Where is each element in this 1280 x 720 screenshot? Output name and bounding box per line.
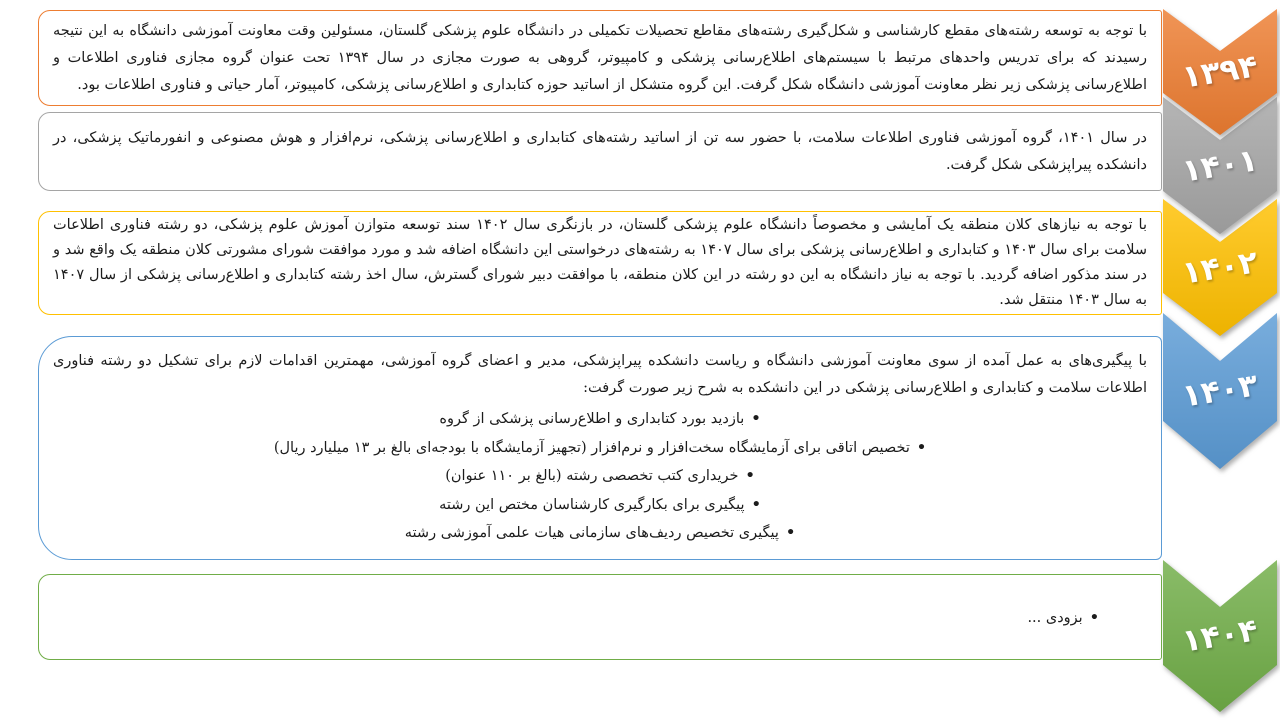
year-label-1403: ۱۴۰۳ [1179, 367, 1261, 415]
timeline-text-1401: در سال ۱۴۰۱، گروه آموزشی فناوری اطلاعات سلامت، با حضور سه تن از اساتید رشته‌های کتابداری و اطلاع‌رسانی پزشکی، نرم‌افزار و هوش مصنوعی و انفورماتیک پزشکی، در دانشکده پیراپزشکی شکل گرفت. [53, 129, 1147, 173]
bullet-text: پیگیری تخصیص ردیف‌های سازمانی هیات علمی آموزشی رشته [404, 525, 779, 542]
bullet-marker: • [785, 525, 796, 542]
bullet-item [53, 434, 1147, 463]
timeline-box-1401 [38, 112, 1162, 191]
bullet-item [53, 519, 1147, 548]
bullet-item [53, 491, 1147, 520]
bullet-marker: • [745, 468, 755, 485]
bullet-item [53, 405, 1147, 434]
year-label-1394: ۱۳۹۴ [1179, 48, 1261, 96]
bullet-text: تخصیص اتاقی برای آزمایشگاه سخت‌افزار و نرم‌افزار (تجهیز آزمایشگاه با بودجه‌ای بالغ بر ۱۳ میلیارد ریال) [273, 439, 910, 456]
bullet-item [53, 604, 1147, 633]
bullet-text: بازدید بورد کتابداری و اطلاع‌رسانی پزشکی از گروه [439, 411, 745, 428]
bullet-marker: • [751, 496, 761, 513]
bullet-marker: • [751, 411, 761, 428]
year-label-1404: ۱۴۰۴ [1179, 612, 1261, 660]
year-arrow-1404 [1163, 560, 1277, 712]
timeline-bullets-1404 [53, 604, 1147, 633]
year-label-1401: ۱۴۰۱ [1179, 141, 1261, 190]
bullet-item [53, 462, 1147, 491]
timeline-box-1404 [38, 574, 1162, 660]
timeline-text-1402: با توجه به نیازهای کلان منطقه یک آمایشی و مخصوصاً دانشگاه علوم پزشکی گلستان، در بازنگری سال ۱۴۰۲ سند توسعه متوازن آموزش علوم پزشکی، دو رشته فناوری اطلاعات سلامت برای سال ۱۴۰۳ و کتابداری و اطلاع‌رسانی پزشکی برای سال ۱۴۰۷ به رشته‌های درخواستی این دانشگاه اضافه شد و مورد موافقت شورای مشورتی کلان منطقه یک واقع شد و در سند مذکور اضافه گردید. با توجه به نیاز دانشگاه به این دو رشته در این کلان منطقه، با موافقت دبیر شورای گسترش، سال اخذ رشته کتابداری و اطلاع‌رسانی پزشکی از سال ۱۴۰۷ به سال ۱۴۰۳ منتقل شد. [53, 217, 1147, 308]
timeline-bullets-1403 [53, 405, 1147, 548]
timeline-text-1394: با توجه به توسعه رشته‌های مقطع کارشناسی و شکل‌گیری رشته‌های مقاطع تحصیلات تکمیلی در دانشگاه علوم پزشکی گلستان، مسئولین وقت معاونت آموزشی دانشگاه به این نتیجه رسیدند که برای تدریس واحدهای مرتبط با سیستم‌های اطلاع‌رسانی پزشکی و کامپیوتر، گروهی به صورت مجازی در سال ۱۳۹۴ تحت عنوان گروه مجازی فناوری اطلاعات و اطلاع‌رسانی پزشکی زیر نظر معاونت آموزشی دانشگاه شکل گرفت. این گروه متشکل از اساتید حوزه کتابداری و اطلاع‌رسانی پزشکی، کامپیوتر، آمار حیاتی و فناوری اطلاعات بود. [53, 22, 1148, 93]
bullet-text: بزودی ... [1027, 610, 1083, 627]
bullet-text: پیگیری برای بکارگیری کارشناسان مختص این رشته [439, 496, 745, 513]
year-arrow-1403 [1163, 313, 1277, 469]
year-label-1402: ۱۴۰۲ [1179, 243, 1261, 292]
year-arrow-1394 [1163, 9, 1277, 135]
timeline-box-1394 [38, 10, 1162, 106]
timeline-text-1403: با پیگیری‌های به عمل آمده از سوی معاونت آموزشی دانشگاه و ریاست دانشکده پیراپزشکی، مدیر و اعضای گروه آموزشی، مهمترین اقدامات لازم برای تشکیل دو رشته فناوری اطلاعات سلامت و کتابداری و اطلاع‌رسانی پزشکی در این دانشکده به شرح زیر صورت گرفت: [53, 353, 1147, 397]
bullet-marker: • [1089, 610, 1099, 627]
bullet-marker: • [916, 439, 927, 456]
bullet-text: خریداری کتب تخصصی رشته (بالغ بر ۱۱۰ عنوان) [445, 468, 739, 485]
timeline-box-1403 [38, 336, 1162, 560]
timeline-box-1402 [38, 211, 1162, 315]
